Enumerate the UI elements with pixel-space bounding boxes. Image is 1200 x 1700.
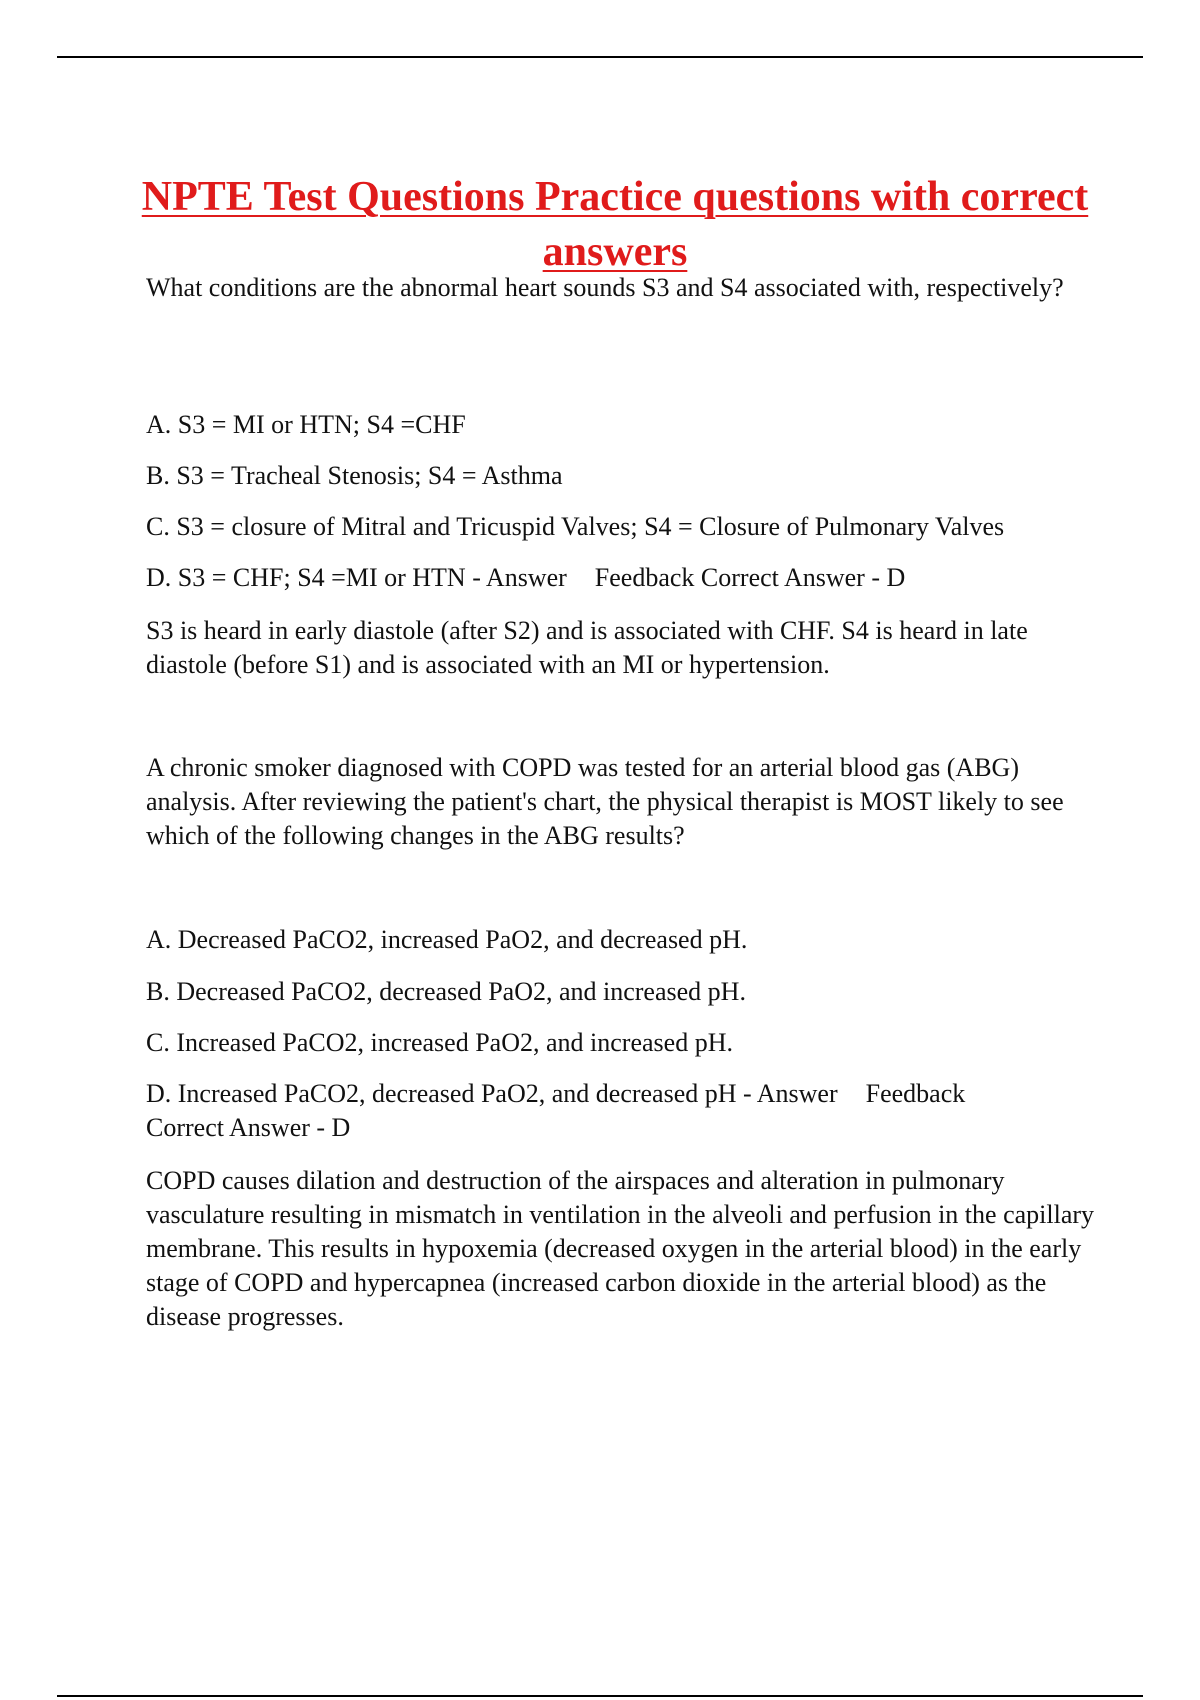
question-2-option-c: C. Increased PaCO2, increased PaO2, and increased pH. [146,1028,733,1057]
question-1-option-d-line [146,561,1106,595]
question-2-option-a: A. Decreased PaCO2, increased PaO2, and decreased pH. [146,925,748,954]
question-1-feedback: Feedback Correct Answer - D [594,563,906,592]
question-2-stem: A chronic smoker diagnosed with COPD was tested for an arterial blood gas (ABG) analysis. After reviewing the patient's chart, the physical therapist is MOST likely to see which of the following changes in the ABG results? [146,753,1064,850]
question-1-option-c: C. S3 = closure of Mitral and Tricuspid Valves; S4 = Closure of Pulmonary Valves [146,512,1005,541]
question-2-option-d: D. Increased PaCO2, decreased PaO2, and decreased pH - Answer [146,1079,838,1108]
question-2-option-d-line [146,1077,1046,1145]
question-1-explanation: S3 is heard in early diastole (after S2) and is associated with CHF. S4 is heard in late diastole (before S1) and is associated with an MI or hypertension. [146,616,1028,679]
question-1-option-d: D. S3 = CHF; S4 =MI or HTN - Answer [146,563,567,592]
bottom-rule [57,1695,1143,1697]
question-2-option-b: B. Decreased PaCO2, decreased PaO2, and increased pH. [146,977,746,1006]
top-rule [57,56,1143,58]
question-2-explanation: COPD causes dilation and destruction of the airspaces and alteration in pulmonary vasculature resulting in mismatch in ventilation in the alveoli and perfusion in the capillary membrane. This results in hypoxemia (decreased oxygen in the arterial blood) in the early stage of COPD and hypercapnea (increased carbon dioxide in the arterial blood) as the disease progresses. [146,1166,1095,1331]
question-1-stem: What conditions are the abnormal heart sounds S3 and S4 associated with, respectively? [146,273,1064,302]
question-1-option-a: A. S3 = MI or HTN; S4 =CHF [146,410,466,439]
page-title: NPTE Test Questions Practice questions with correct answers [141,174,1089,276]
question-2-feedback: Feedback Correct Answer - D [146,1079,966,1142]
question-1-option-b: B. S3 = Tracheal Stenosis; S4 = Asthma [146,461,563,490]
